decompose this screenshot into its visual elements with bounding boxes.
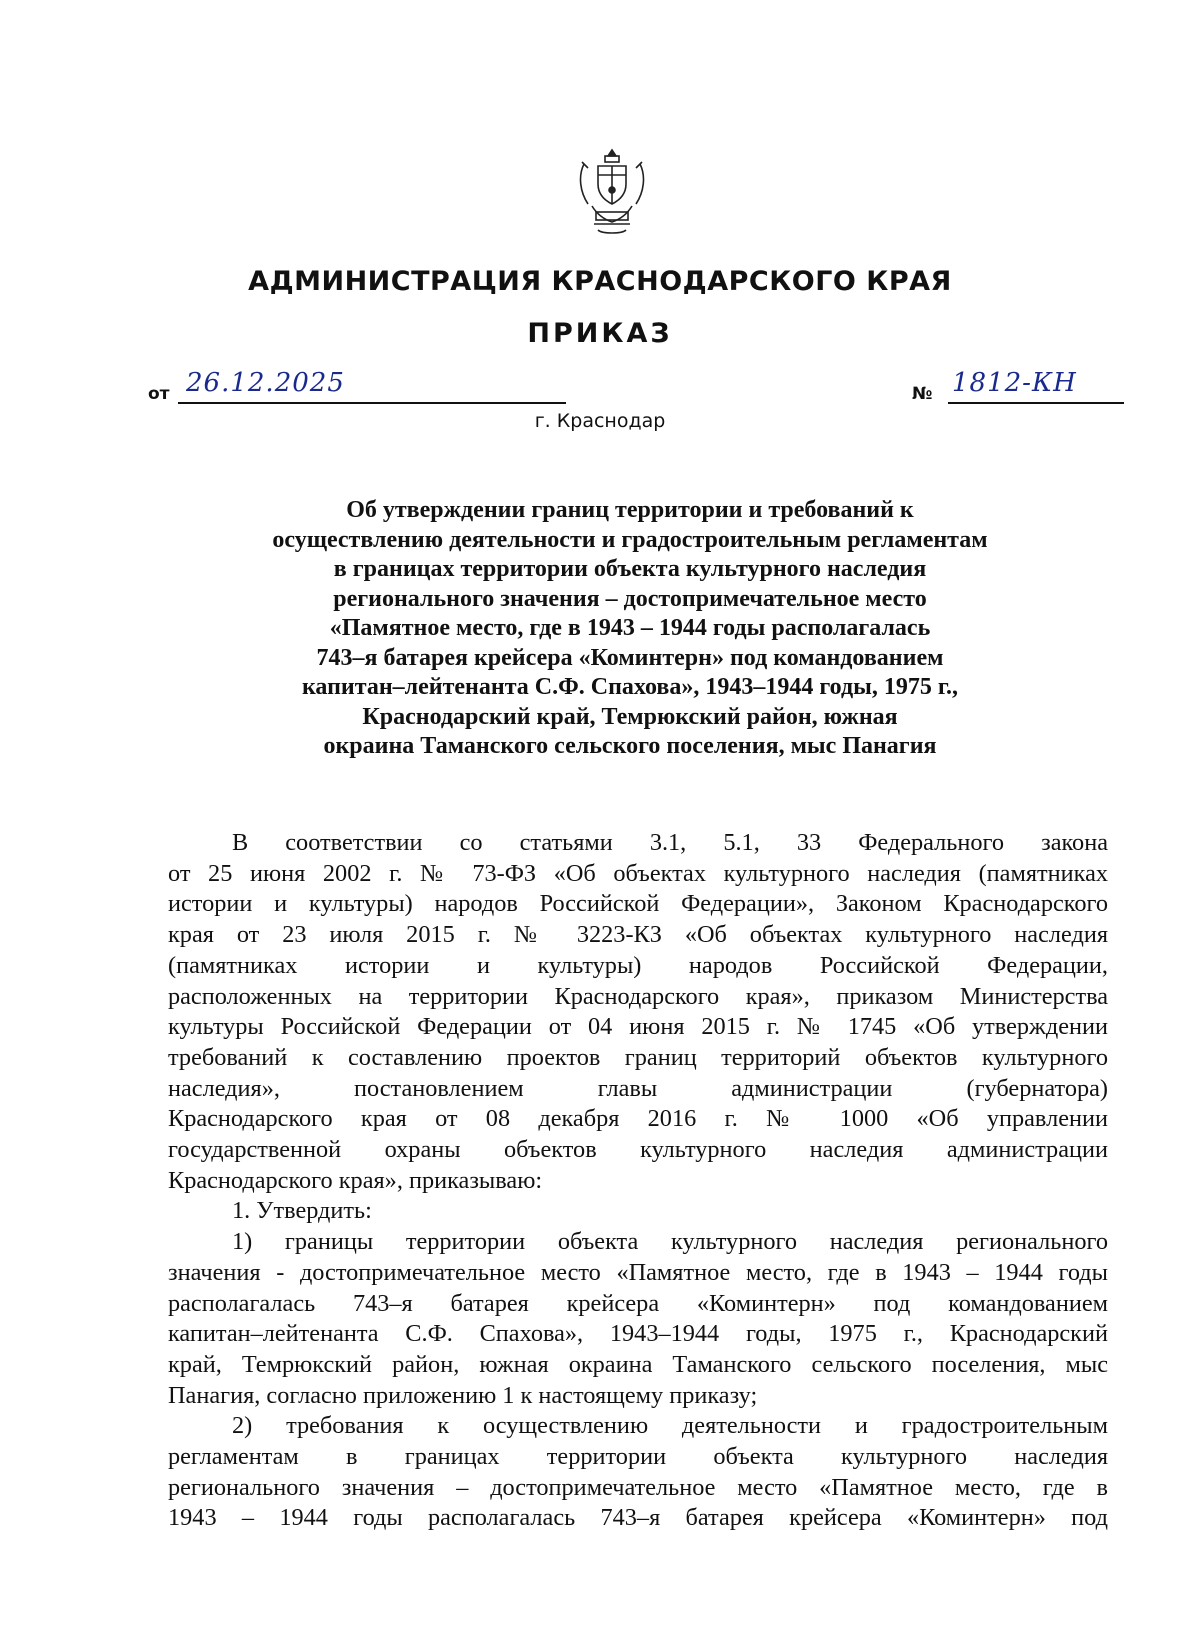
text-line: расположенных на территории Краснодарского края», приказом Министерства [168,982,1108,1010]
text-line: государственной охраны объектов культурного наследия администрации [168,1136,1108,1164]
preamble-paragraph [168,828,1108,1196]
text-line: В соответствии со статьями 3.1, 5.1, 33 Федерального закона [232,829,1108,856]
text-line: 2) требования к осуществлению деятельности и градостроительным [232,1412,1108,1440]
text-line: Панагия, согласно приложению 1 к настоящему приказу; [168,1381,758,1409]
text-line: 1. Утвердить: [232,1197,372,1225]
title-line: Краснодарский край, Темрюкский район, южная [362,703,898,730]
number-prefix: № [912,384,933,404]
text-line: культуры Российской Федерации от 04 июня 2015 г. № 1745 «Об утверждении [168,1013,1108,1041]
text-line: 1943 – 1944 годы располагалась 743–я батарея крейсера «Коминтерн» под [168,1504,1108,1532]
text-line: капитан–лейтенанта С.Ф. Спахова», 1943–1944 годы, 1975 г., Краснодарский [168,1320,1108,1348]
text-line: от 25 июня 2002 г. № 73-ФЗ «Об объектах культурного наследия (памятниках [168,859,1108,887]
date-underline [178,402,566,404]
text-line: Краснодарского края от 08 декабря 2016 г. № 1000 «Об управлении [168,1105,1108,1133]
document-body [168,828,1108,1534]
text-line: требований к составлению проектов границ территорий объектов культурного [168,1043,1108,1071]
city-label: г. Краснодар [534,410,666,432]
title-line: капитан–лейтенанта С.Ф. Спахова», 1943–1944 годы, 1975 г., [301,674,959,700]
title-line: окраина Таманского сельского поселения, мыс Панагия [323,733,937,759]
text-line: 1) границы территории объекта культурного наследия регионального [232,1228,1108,1256]
subitem-1 [168,1227,1108,1411]
date-prefix: от [148,384,170,404]
text-line: наследия», постановлением главы администрации (губернатора) [168,1074,1108,1102]
title-line: 743–я батарея крейсера «Коминтерн» под командованием [316,644,944,671]
text-line: располагалась 743–я батарея крейсера «Коминтерн» под командованием [168,1289,1108,1317]
text-line: значения - достопримечательное место «Памятное место, где в 1943 – 1944 годы [168,1258,1108,1286]
text-line: истории и культуры) народов Российской Федерации», Законом Краснодарского [168,890,1108,918]
title-line: в границах территории объекта культурного наследия [333,556,927,582]
text-line: (памятниках истории и культуры) народов Российской Федерации, [168,951,1108,979]
text-line: Краснодарского края», приказываю: [168,1166,543,1194]
title-line: осуществлению деятельности и градостроительным регламентам [272,526,988,553]
subitem-2 [168,1411,1108,1534]
text-line: край, Темрюкский район, южная окраина Таманского сельского поселения, мыс [168,1350,1108,1378]
document-title [210,496,1050,762]
text-line: регионального значения – достопримечательное место «Памятное место, где в [168,1473,1108,1501]
number-underline [948,402,1124,404]
document-type-title: ПРИКАЗ [527,318,673,349]
handwritten-number: 1812-КН [952,368,1077,398]
handwritten-date: 26.12.2025 [186,368,345,398]
coat-of-arms-emblem [574,146,650,238]
text-line: регламентам в границах территории объекта культурного наследия [168,1443,1108,1471]
title-line: «Памятное место, где в 1943 – 1944 годы располагалась [329,615,931,641]
title-line: Об утверждении границ территории и требований к [346,497,914,523]
item-1 [168,1196,1108,1227]
text-line: края от 23 июля 2015 г. № 3223-КЗ «Об объектах культурного наследия [168,921,1108,949]
organization-title: АДМИНИСТРАЦИЯ КРАСНОДАРСКОГО КРАЯ [248,266,952,297]
title-line: регионального значения – достопримечательное место [333,585,927,612]
